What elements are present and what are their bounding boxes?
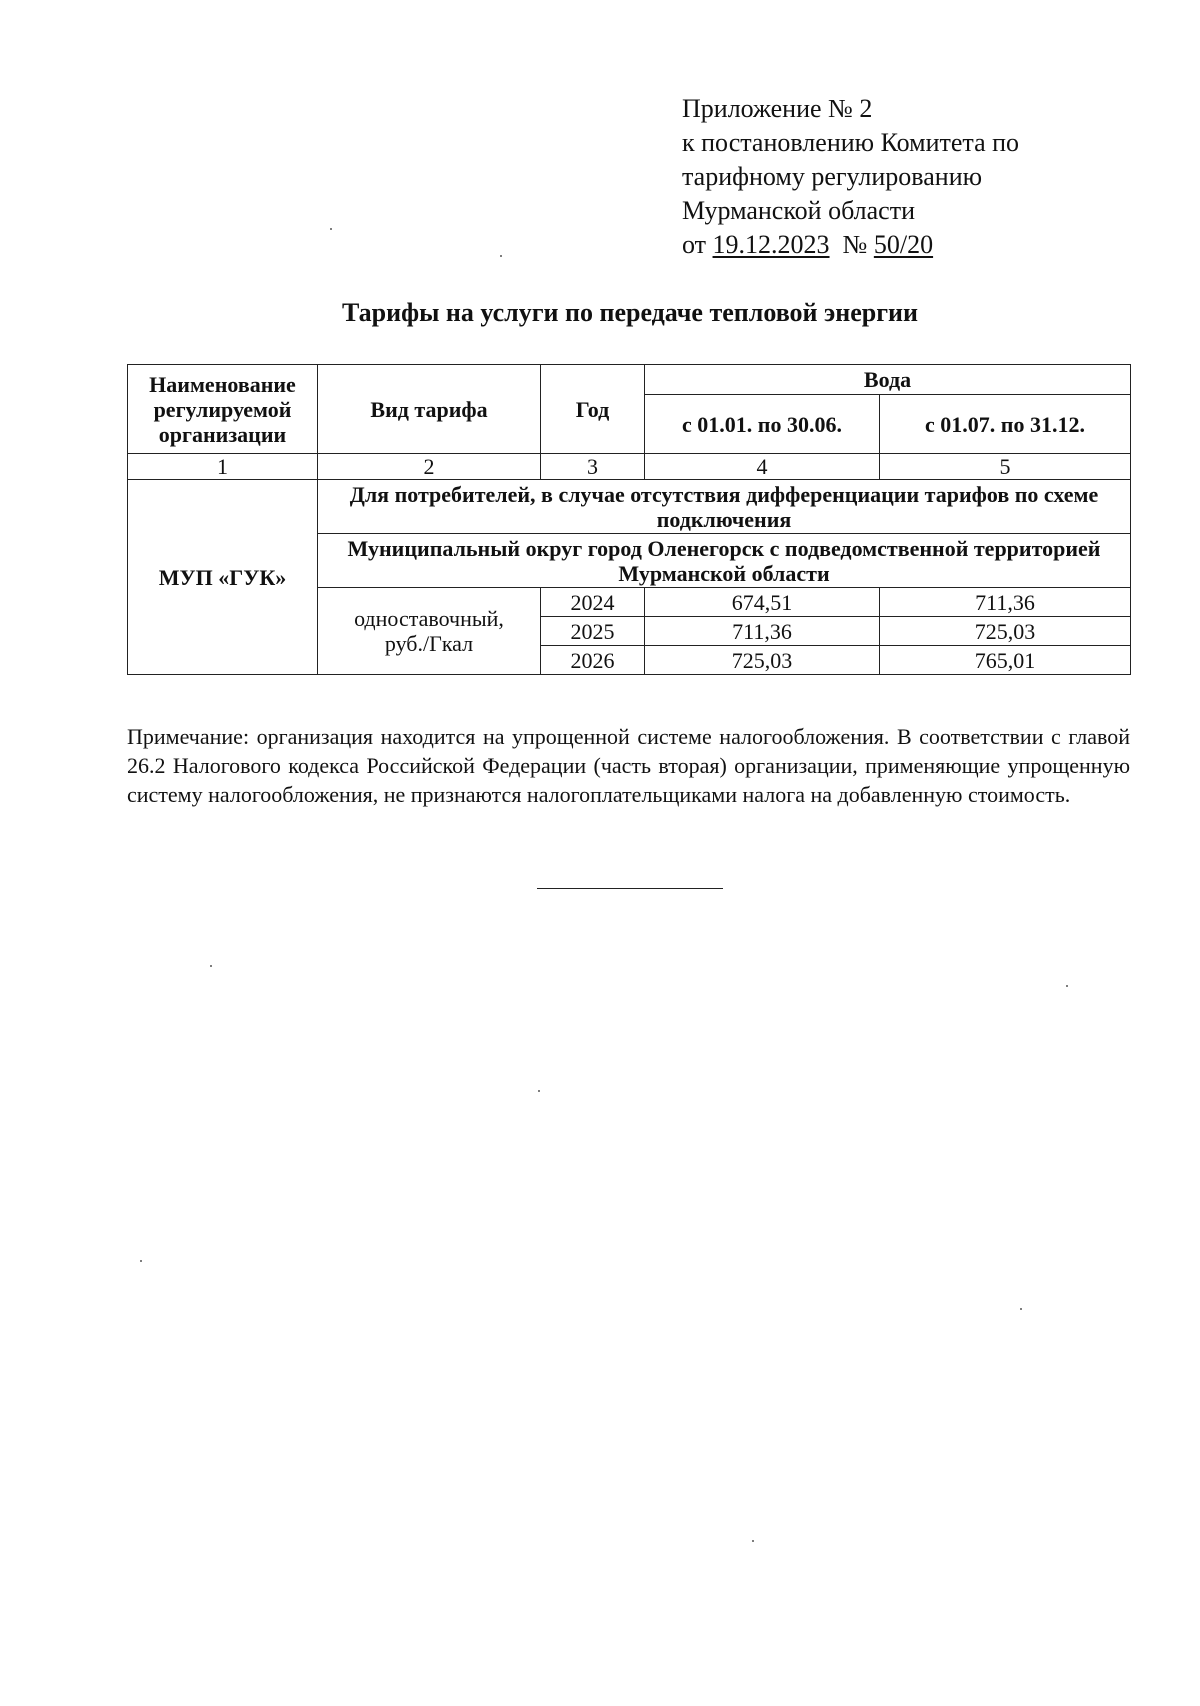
tariff-kind: одноставочный, руб./Гкал — [318, 588, 541, 675]
number-prefix: № — [842, 230, 868, 259]
appendix-number: Приложение № 2 — [682, 94, 873, 123]
header-period-1: с 01.01. по 30.06. — [645, 395, 880, 454]
scan-speck — [1066, 985, 1068, 987]
appendix-region-line: Мурманской области — [682, 196, 915, 225]
resolution-number: 50/20 — [873, 230, 934, 259]
column-number: 5 — [880, 454, 1131, 480]
scan-speck — [1020, 1308, 1022, 1310]
tariff-value-period-1: 725,03 — [645, 646, 880, 675]
column-number: 3 — [541, 454, 645, 480]
scan-speck — [140, 1260, 142, 1262]
tariff-value-period-2: 765,01 — [880, 646, 1131, 675]
scan-speck — [538, 1090, 540, 1092]
scan-speck — [500, 255, 502, 257]
table-header-row — [128, 365, 1131, 395]
tariff-value-period-2: 725,03 — [880, 617, 1131, 646]
tariff-value-period-1: 674,51 — [645, 588, 880, 617]
consumer-note-row — [128, 480, 1131, 534]
tariff-table — [127, 364, 1131, 675]
appendix-resolution-line: к постановлению Комитета по — [682, 128, 1020, 157]
header-tariff-type: Вид тарифа — [318, 365, 541, 454]
column-number-row — [128, 454, 1131, 480]
document-title: Тарифы на услуги по передаче тепловой энергии — [341, 298, 919, 327]
territory-name: Муниципальный округ город Оленегорск с подведомственной территорией Мурманской области — [318, 534, 1131, 588]
tariff-value-period-1: 711,36 — [645, 617, 880, 646]
column-number: 2 — [318, 454, 541, 480]
header-org: Наименование регулируемой организации — [128, 365, 318, 454]
scan-speck — [330, 228, 332, 230]
tariff-value-period-2: 711,36 — [880, 588, 1131, 617]
scan-speck — [210, 965, 212, 967]
appendix-date-line — [682, 228, 1142, 262]
organization-name: МУП «ГУК» — [128, 480, 318, 675]
consumer-note: Для потребителей, в случае отсутствия дифференциации тарифов по схеме подключения — [318, 480, 1131, 534]
end-divider — [537, 888, 723, 889]
tax-note: Примечание: организация находится на упрощенной системе налогообложения. В соответствии с главой 26.2 Налогового кодекса Российской Федерации (часть вторая) организации, применяющие упрощенную систему налогообложения, не признаются налогоплательщиками налога на добавленную стоимость. — [127, 724, 1130, 807]
header-water: Вода — [645, 365, 1131, 395]
header-period-2: с 01.07. по 31.12. — [880, 395, 1131, 454]
tariff-year: 2024 — [541, 588, 645, 617]
tariff-year: 2026 — [541, 646, 645, 675]
column-number: 4 — [645, 454, 880, 480]
appendix-header — [682, 92, 1142, 262]
header-year: Год — [541, 365, 645, 454]
tariff-year: 2025 — [541, 617, 645, 646]
resolution-date: 19.12.2023 — [712, 230, 830, 259]
scan-speck — [752, 1540, 754, 1542]
column-number: 1 — [128, 454, 318, 480]
date-prefix: от — [682, 230, 707, 259]
appendix-committee-line: тарифному регулированию — [682, 162, 983, 191]
